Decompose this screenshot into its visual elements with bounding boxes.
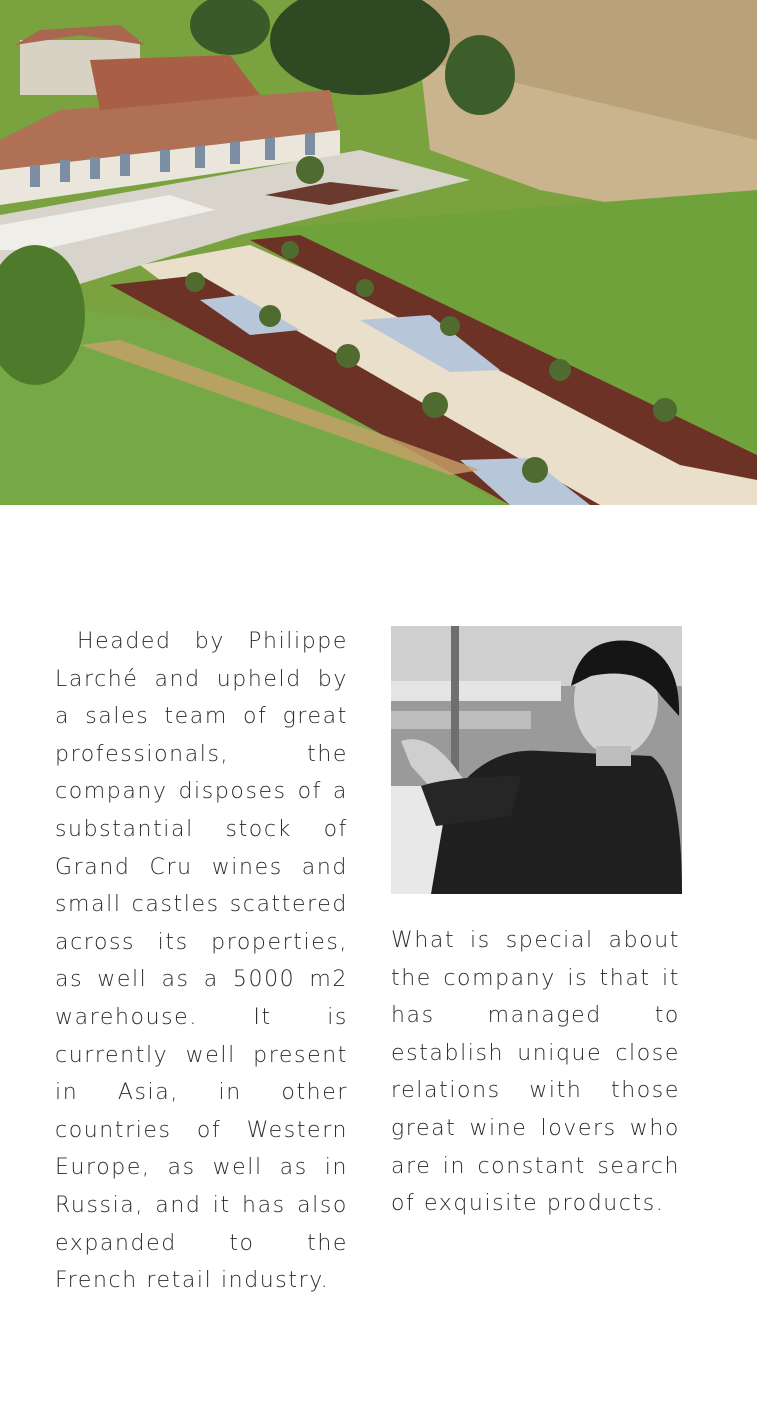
chateau-aerial-illustration	[0, 0, 757, 505]
company-special-paragraph: What is special about the company is that it has managed to establish unique close relations with those great wine lovers who are in constant search of exquisite products.	[391, 928, 680, 1217]
hero-image-chateau-aerial	[0, 0, 757, 505]
portrait-photo-philippe-larche	[391, 626, 682, 894]
portrait-illustration	[391, 626, 682, 894]
company-description-paragraph: Headed by Philippe Larché and upheld by a sales team of great professionals, the company disposes of a substantial stock of Grand Cru wines and small castles scattered across its properties, as well as a 5000 m2 warehouse. It is currently well present in Asia, in other countries of Western Europe, as well as in Russia, and it has also expanded to the French retail industry.	[55, 629, 348, 1294]
